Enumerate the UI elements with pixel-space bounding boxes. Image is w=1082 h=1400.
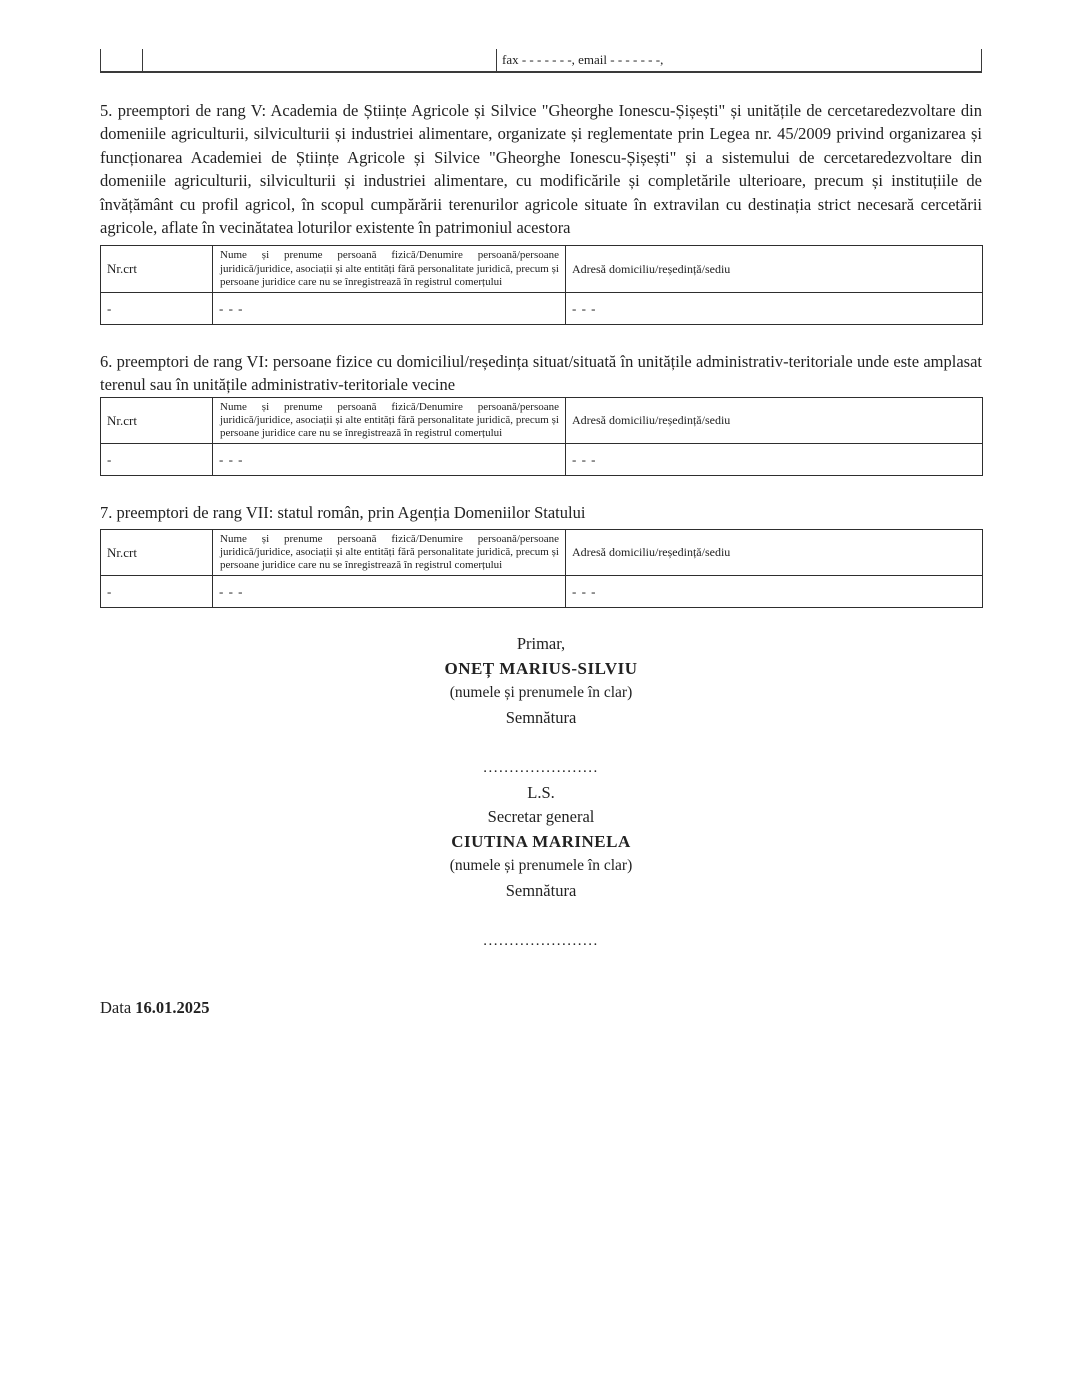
signature-block [100, 632, 982, 954]
name-clarification-note: (numele și prenumele în clar) [449, 857, 633, 875]
name-clarification-note: (numele și prenumele în clar) [449, 684, 633, 702]
table-header-row [101, 397, 983, 444]
header-nr-crt: Nr.crt [101, 529, 213, 576]
paragraph-rang-v: 5. preemptori de rang V: Academia de Științe Agricole și Silvice "Gheorghe Ionescu-Șișești" și unitățile de cercetaredezvoltare din domeniile agriculturii, silviculturii și industriei alimentare, organizate și reglementate prin Legea nr. 45/2009 privind organizarea și funcționarea Academiei de Științe Agricole și Silvice "Gheorghe Ionescu-Șișești" și a sistemului de cercetaredezvoltare din domeniile agriculturii, silviculturii și industriei alimentare, cu modificările și completările ulterioare, precum și instituțiile de învățământ cu profil agricol, în scopul cumpărării terenurilor agricole situate în extravilan cu destinația strict necesară cercetării agricole, aflate în vecinătatea loturilor existente în patrimoniul acestora [100, 101, 982, 238]
paragraph-rang-vii: 7. preemptori de rang VII: statul român, prin Agenția Domeniilor Statului [100, 503, 586, 523]
table-header-row [101, 529, 983, 576]
header-adresa: Adresă domiciliu/reședință/sediu [566, 397, 983, 444]
spacer [100, 903, 982, 929]
cell-nume: - - - [213, 576, 566, 608]
cell-nr: - [101, 576, 213, 608]
fragment-cell-empty-2 [143, 49, 497, 71]
spacer [100, 730, 982, 756]
date-line [100, 998, 982, 1018]
table-row [101, 444, 983, 476]
signature-label: Semnătura [505, 707, 577, 727]
preemptors-table-rang-vii [100, 529, 983, 609]
ls-label: L.S. [527, 782, 555, 802]
header-adresa: Adresă domiciliu/reședință/sediu [566, 529, 983, 576]
cell-nr: - [101, 444, 213, 476]
primar-name: ONEȚ MARIUS-SILVIU [444, 658, 638, 678]
header-adresa: Adresă domiciliu/reședință/sediu [566, 246, 983, 293]
header-nr-crt: Nr.crt [101, 397, 213, 444]
cell-nume: - - - [213, 444, 566, 476]
header-nume-prenume: Nume și prenume persoană fizică/Denumire persoană/persoane juridică/juridice, asociații și alte entități fără personalitate juridică, precum și persoane juridice care nu se înregistrează în registrul comerțului [213, 529, 566, 576]
date-label: Data [100, 997, 132, 1017]
header-nume-prenume: Nume și prenume persoană fizică/Denumire persoană/persoane juridică/juridice, asociații și alte entități fără personalitate juridică, precum și persoane juridice care nu se înregistrează în registrul comerțului [213, 397, 566, 444]
cell-nr: - [101, 293, 213, 325]
cell-adresa: - - - [566, 444, 983, 476]
secretary-signature-dotted-line: ...................... [483, 933, 599, 950]
table-header-row [101, 246, 983, 293]
table-row [101, 576, 983, 608]
secretary-title: Secretar general [487, 807, 595, 827]
fragment-cell-empty-1 [101, 49, 143, 71]
date-value: 16.01.2025 [135, 997, 210, 1017]
preemptors-table-rang-vi [100, 397, 983, 477]
fax-email-cell: fax - - - - - - -, email - - - - - - -, [502, 52, 664, 67]
table-row [101, 293, 983, 325]
signature-label: Semnătura [505, 880, 577, 900]
paragraph-rang-vi: 6. preemptori de rang VI: persoane fizice cu domiciliul/reședința situat/situată în unitățile administrativ-teritoriale unde este amplasat terenul sau în unitățile administrativ-teritoriale vecine [100, 352, 982, 395]
cell-nume: - - - [213, 293, 566, 325]
primar-signature-dotted-line: ...................... [483, 760, 599, 777]
cell-adresa: - - - [566, 293, 983, 325]
header-nume-prenume: Nume și prenume persoană fizică/Denumire persoană/persoane juridică/juridice, asociații și alte entități fără personalitate juridică, precum și persoane juridice care nu se înregistrează în registrul comerțului [213, 246, 566, 293]
primar-title: Primar, [516, 634, 566, 654]
secretary-name: CIUTINA MARINELA [451, 831, 631, 851]
contact-table-fragment [100, 49, 982, 73]
header-nr-crt: Nr.crt [101, 246, 213, 293]
preemptors-table-rang-v [100, 245, 983, 325]
cell-adresa: - - - [566, 576, 983, 608]
